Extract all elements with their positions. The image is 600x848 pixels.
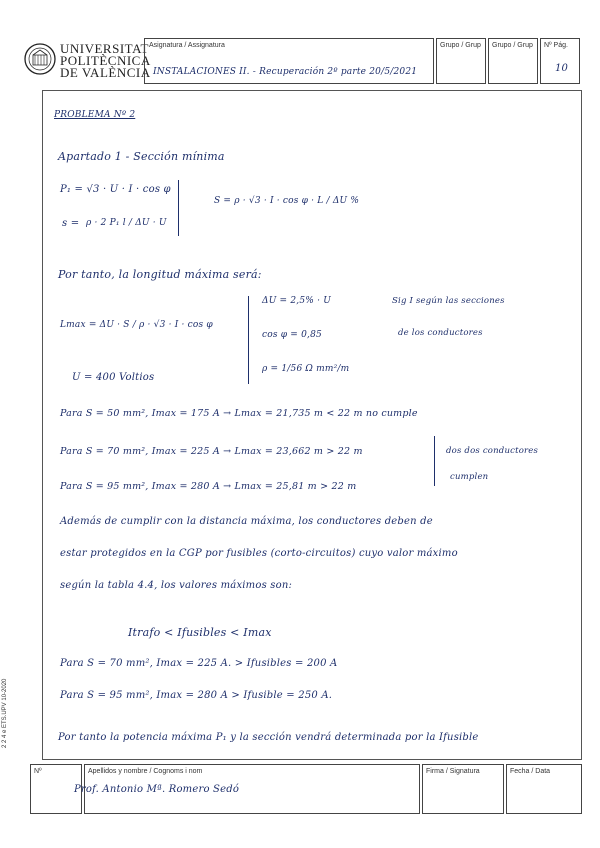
subject-value: INSTALACIONES II. - Recuperación 2º parte 20/5/2021 xyxy=(153,67,418,77)
page-label: Nº Pág. xyxy=(544,42,568,49)
condition-3: ρ = 1/56 Ω mm²/m xyxy=(262,364,350,374)
brace-note-2: cumplen xyxy=(450,472,489,482)
side-code xyxy=(2,679,8,748)
footer-signature-box xyxy=(422,764,504,814)
equation-2-lhs: s = xyxy=(62,218,80,229)
lmax-formula: Lmax = ΔU · S / ρ · √3 · I · cos φ xyxy=(60,320,213,330)
group-label-1: Grupo / Grup xyxy=(440,42,481,49)
subject-label: Asignatura / Assignatura xyxy=(149,42,225,49)
results-brace xyxy=(434,436,437,486)
university-logo xyxy=(23,41,57,85)
inequality: Itrafo < Ifusibles < Imax xyxy=(128,626,272,639)
num-label: Nº xyxy=(34,768,42,775)
seal-icon xyxy=(23,41,57,85)
para-95: Para S = 95 mm², Imax = 280 A → Lmax = 25,81 m > 22 m xyxy=(60,481,357,492)
section-title: Apartado 1 - Sección mínima xyxy=(58,150,225,163)
page-value: 10 xyxy=(555,63,569,74)
voltage: U = 400 Voltios xyxy=(72,372,155,383)
signature-label: Firma / Signatura xyxy=(426,768,480,775)
note-1: Sig I según las secciones xyxy=(392,296,505,306)
conditions-brace xyxy=(248,296,251,384)
footer-date-box xyxy=(506,764,582,814)
name-label: Apellidos y nombre / Cognoms i nom xyxy=(88,768,203,775)
group-label-2: Grupo / Grup xyxy=(492,42,533,49)
condition-1: ΔU = 2,5% · U xyxy=(262,296,331,306)
problem-title: PROBLEMA Nº 2 xyxy=(54,110,136,120)
name-value: Prof. Antonio Mª. Romero Sedó xyxy=(74,784,240,795)
date-label: Fecha / Data xyxy=(510,768,551,775)
side-code-text: 2 2 4 e ETS.UPV 10-2020 xyxy=(2,678,8,748)
text-line-3: según la tabla 4.4, los valores máximos son: xyxy=(60,580,293,591)
para-50: Para S = 50 mm², Imax = 175 A → Lmax = 21,735 m < 22 m no cumple xyxy=(60,408,418,419)
group-box-1 xyxy=(436,38,486,84)
subject-box xyxy=(144,38,434,84)
para-70: Para S = 70 mm², Imax = 225 A → Lmax = 23,662 m > 22 m xyxy=(60,446,363,457)
page-box xyxy=(540,38,580,84)
text-line-4: Por tanto la potencia máxima P₁ y la sección vendrá determinada por la Ifusible xyxy=(58,732,479,743)
group-box-2 xyxy=(488,38,538,84)
equation-1: P₁ = √3 · U · I · cos φ xyxy=(60,184,171,195)
para-fuse-70: Para S = 70 mm², Imax = 225 A. > Ifusibles = 200 A xyxy=(60,658,338,669)
brace-note-1: dos dos conductores xyxy=(446,446,539,456)
university-name xyxy=(60,43,151,79)
equation-3: S = ρ · √3 · I · cos φ · L / ΔU % xyxy=(214,196,360,206)
condition-2: cos φ = 0,85 xyxy=(262,330,322,340)
equation-2-rhs: ρ · 2 P₁ l / ΔU · U xyxy=(86,218,167,228)
note-2: de los conductores xyxy=(398,328,483,338)
text-line-2: estar protegidos en la CGP por fusibles (corto-circuitos) cuyo valor máximo xyxy=(60,548,458,559)
university-line-3: DE VALÈNCIA xyxy=(60,65,151,80)
university-line-1: UNIVERSITAT xyxy=(60,41,149,56)
header xyxy=(20,38,580,90)
text-line-1: Además de cumplir con la distancia máxima, los conductores deben de xyxy=(60,516,433,527)
equation-brace xyxy=(178,180,181,236)
line-longitud: Por tanto, la longitud máxima será: xyxy=(58,268,262,281)
university-line-2: POLITÈCNICA xyxy=(60,53,151,68)
para-fuse-95: Para S = 95 mm², Imax = 280 A > Ifusible = 250 A. xyxy=(60,690,333,701)
